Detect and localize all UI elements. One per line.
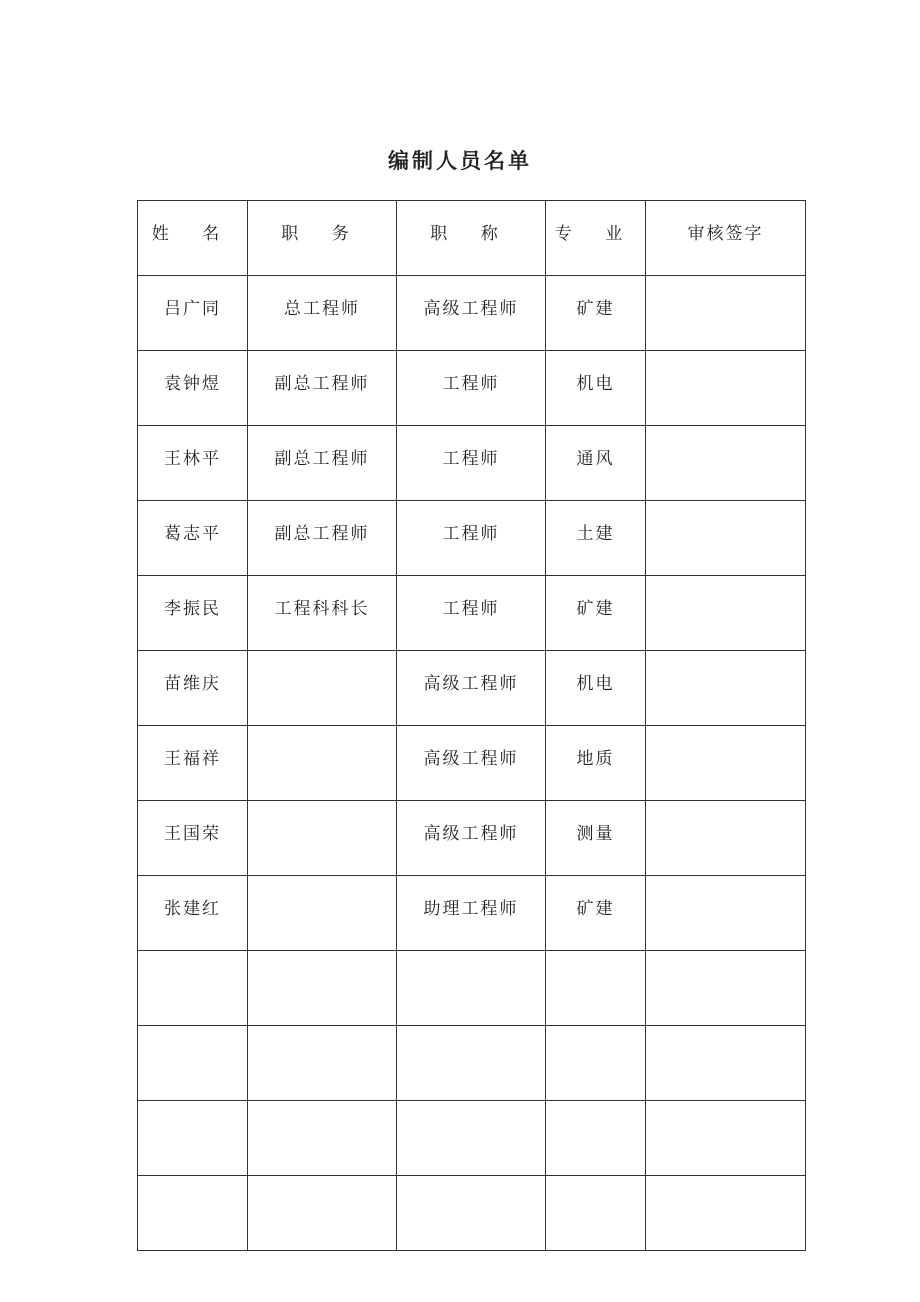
specialty-cell: 矿建 [546,576,646,651]
signature-cell [646,876,806,951]
name-cell [138,1026,248,1101]
specialty-cell: 测量 [546,801,646,876]
specialty-cell: 土建 [546,501,646,576]
name-cell: 袁钟煜 [138,351,248,426]
table-row [138,726,806,801]
title-cell [397,1101,546,1176]
name-cell: 王国荣 [138,801,248,876]
position-cell: 副总工程师 [248,426,397,501]
name-cell: 葛志平 [138,501,248,576]
title-cell: 工程师 [397,426,546,501]
signature-cell [646,351,806,426]
position-cell [248,726,397,801]
table-header-row [138,201,806,276]
title-cell: 高级工程师 [397,276,546,351]
signature-cell [646,501,806,576]
header-name: 姓 名 [138,201,248,276]
signature-cell [646,276,806,351]
signature-cell [646,801,806,876]
table-row [138,426,806,501]
title-cell: 工程师 [397,501,546,576]
table-row [138,1026,806,1101]
table-row [138,351,806,426]
signature-cell [646,1026,806,1101]
name-cell: 王林平 [138,426,248,501]
specialty-cell: 矿建 [546,276,646,351]
title-cell [397,1026,546,1101]
specialty-cell [546,1026,646,1101]
specialty-cell: 机电 [546,351,646,426]
signature-cell [646,1176,806,1251]
name-cell: 吕广同 [138,276,248,351]
title-cell: 助理工程师 [397,876,546,951]
name-cell [138,1176,248,1251]
signature-cell [646,726,806,801]
signature-cell [646,576,806,651]
table-row [138,876,806,951]
position-cell [248,651,397,726]
table-row [138,576,806,651]
specialty-cell [546,1101,646,1176]
table-row [138,276,806,351]
title-cell: 高级工程师 [397,726,546,801]
signature-cell [646,1101,806,1176]
position-cell [248,951,397,1026]
title-cell: 工程师 [397,576,546,651]
header-review-signature: 审核签字 [646,201,806,276]
title-cell: 高级工程师 [397,651,546,726]
title-cell: 高级工程师 [397,801,546,876]
specialty-cell: 地质 [546,726,646,801]
signature-cell [646,651,806,726]
position-cell: 副总工程师 [248,501,397,576]
page-title: 编制人员名单 [388,149,532,173]
name-cell [138,951,248,1026]
name-cell: 苗维庆 [138,651,248,726]
position-cell [248,876,397,951]
position-cell [248,801,397,876]
signature-cell [646,426,806,501]
position-cell: 总工程师 [248,276,397,351]
table-row [138,651,806,726]
name-cell [138,1101,248,1176]
specialty-cell [546,951,646,1026]
header-position: 职 务 [248,201,397,276]
table-row [138,1101,806,1176]
position-cell: 工程科科长 [248,576,397,651]
header-title: 职 称 [397,201,546,276]
name-cell: 李振民 [138,576,248,651]
table-row [138,801,806,876]
position-cell [248,1026,397,1101]
table-row [138,951,806,1026]
signature-cell [646,951,806,1026]
name-cell: 张建红 [138,876,248,951]
table-row [138,1176,806,1251]
header-specialty: 专 业 [546,201,646,276]
title-cell [397,1176,546,1251]
specialty-cell: 通风 [546,426,646,501]
position-cell [248,1176,397,1251]
table-body [138,276,806,1251]
title-cell: 工程师 [397,351,546,426]
specialty-cell [546,1176,646,1251]
specialty-cell: 矿建 [546,876,646,951]
name-cell: 王福祥 [138,726,248,801]
position-cell [248,1101,397,1176]
position-cell: 副总工程师 [248,351,397,426]
staff-roster-table [137,200,806,1251]
specialty-cell: 机电 [546,651,646,726]
table-row [138,501,806,576]
title-cell [397,951,546,1026]
